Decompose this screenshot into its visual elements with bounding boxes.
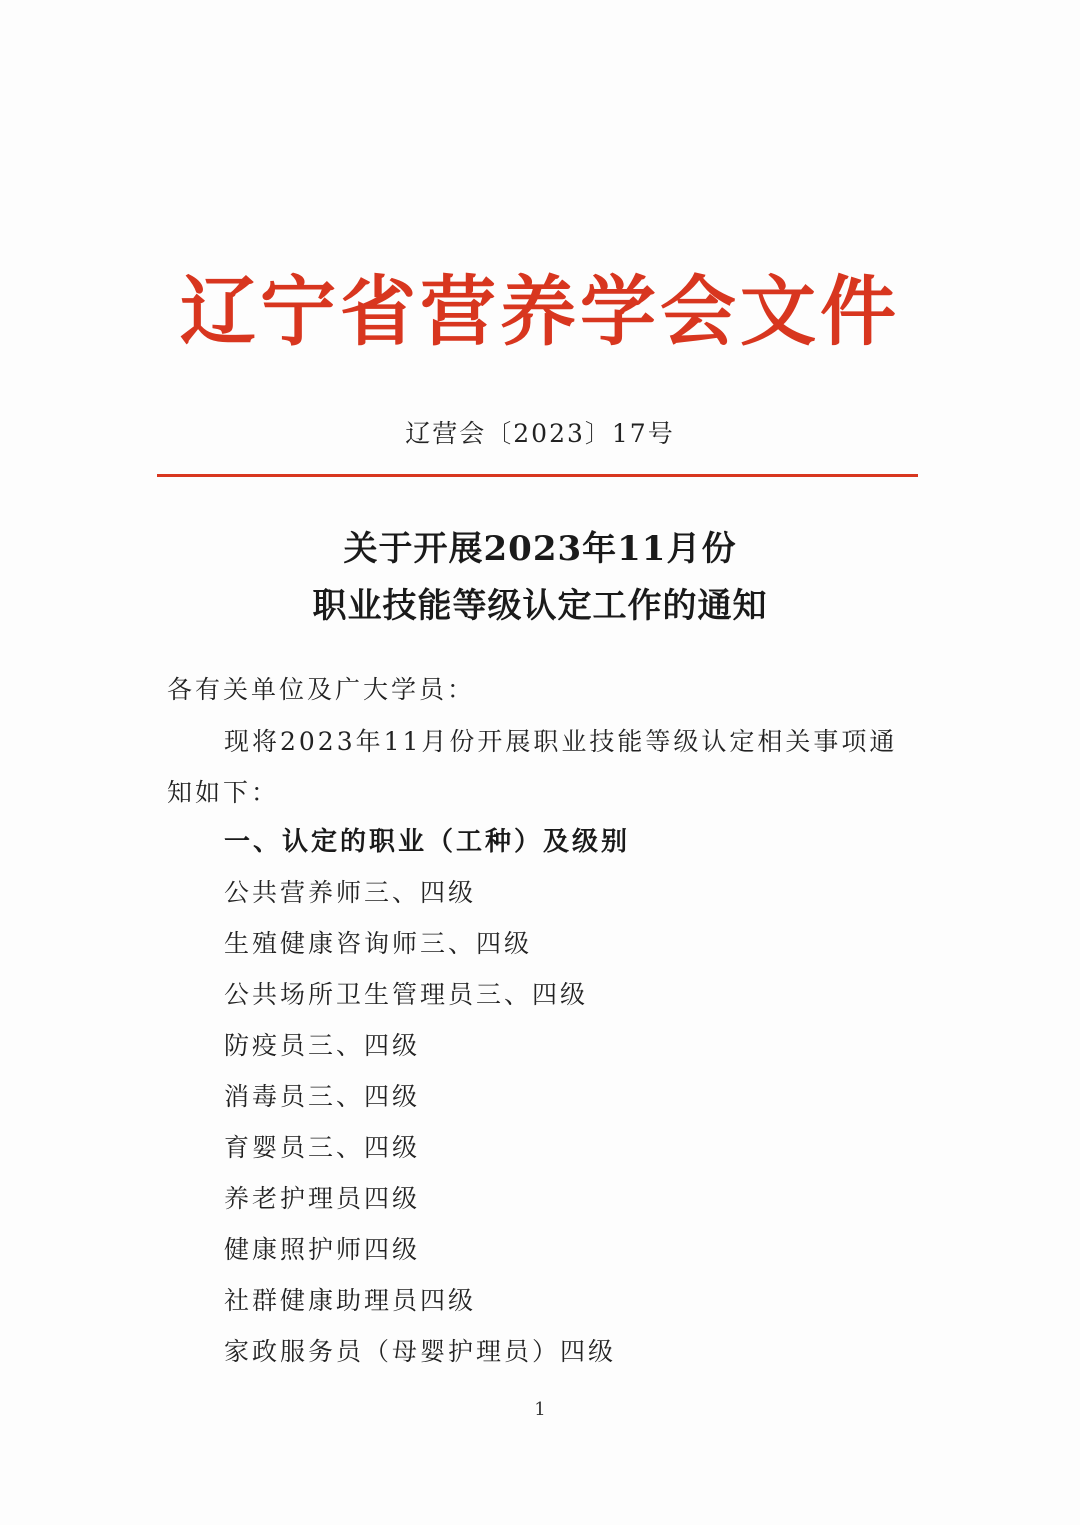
occupation-list xyxy=(224,873,616,1383)
red-divider-line xyxy=(157,474,918,477)
intro-paragraph-line-1: 现将2023年11月份开展职业技能等级认定相关事项通 xyxy=(224,727,898,756)
occupation-item: 健康照护师四级 xyxy=(224,1235,421,1264)
intro-paragraph-line-2: 知如下： xyxy=(167,778,280,807)
occupation-item: 消毒员三、四级 xyxy=(224,1082,421,1111)
occupation-item: 社群健康助理员四级 xyxy=(224,1286,477,1315)
occupation-item: 公共营养师三、四级 xyxy=(224,878,477,907)
organization-header-title: 辽宁省营养学会文件 xyxy=(180,267,900,356)
notice-title-line-1: 关于开展2023年11月份 xyxy=(343,529,737,569)
document-number: 辽营会〔2023〕17号 xyxy=(405,419,675,448)
occupation-item: 生殖健康咨询师三、四级 xyxy=(224,929,533,958)
notice-title-line-2: 职业技能等级认定工作的通知 xyxy=(312,586,768,626)
occupation-item: 公共场所卫生管理员三、四级 xyxy=(224,980,589,1009)
occupation-item: 家政服务员（母婴护理员）四级 xyxy=(224,1337,617,1366)
salutation: 各有关单位及广大学员： xyxy=(167,675,476,704)
occupation-item: 防疫员三、四级 xyxy=(224,1031,421,1060)
page-number: 1 xyxy=(534,1399,546,1420)
occupation-item: 养老护理员四级 xyxy=(224,1184,421,1213)
section-heading-occupations: 一、认定的职业（工种）及级别 xyxy=(224,827,631,857)
occupation-item: 育婴员三、四级 xyxy=(224,1133,421,1162)
